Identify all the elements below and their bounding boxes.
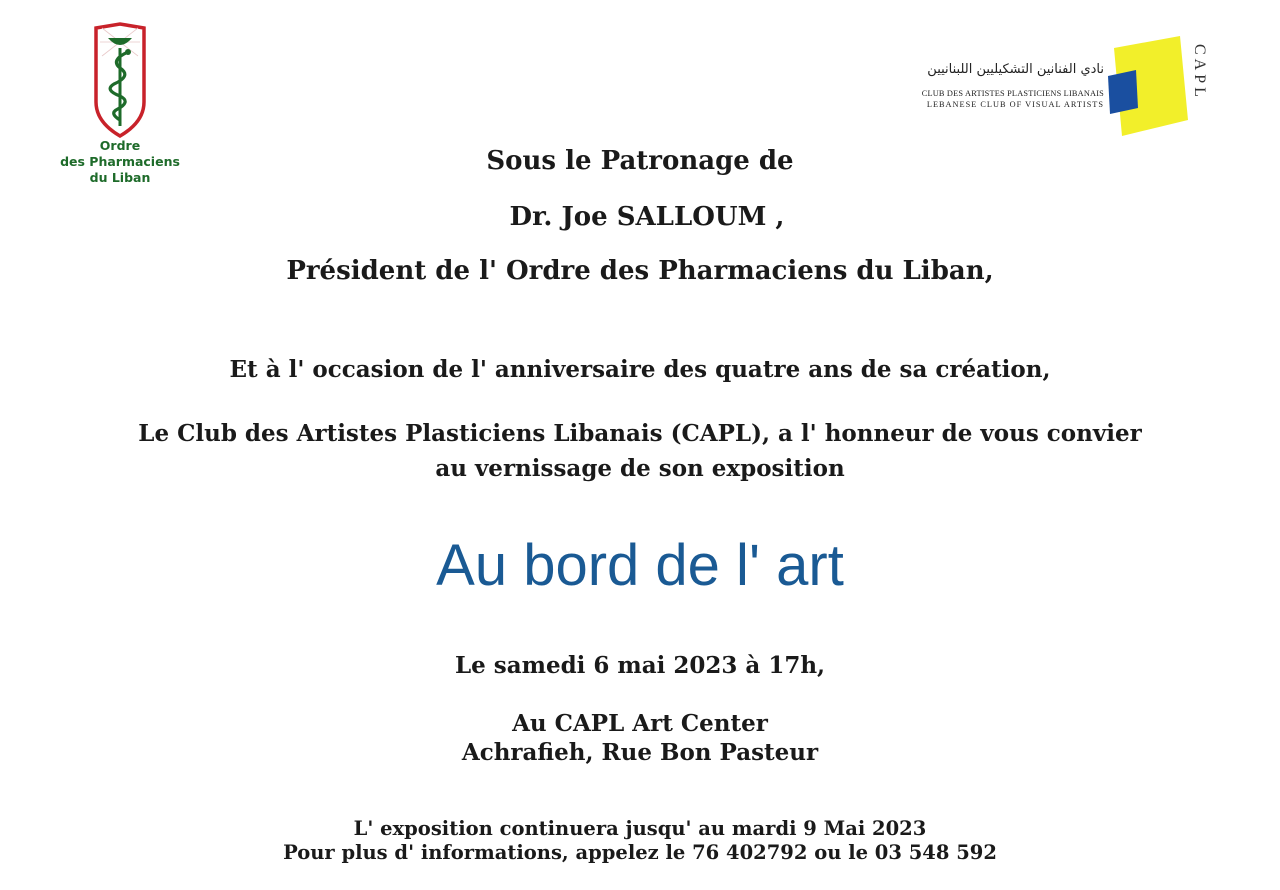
capl-logo [921, 34, 1216, 144]
caduceus-shield-icon [90, 22, 150, 140]
invitation-line-2: au vernissage de son exposition [435, 455, 845, 482]
logo-text-pharmaciens: des Pharmaciens [60, 154, 180, 169]
patronage-heading: Sous le Patronage de [486, 146, 794, 176]
capl-arabic-name: نادي الفنانين التشكيليين اللبنانيين [927, 62, 1104, 77]
footer-contact-info: Pour plus d' informations, appelez le 76 402792 ou le 03 548 592 [283, 841, 997, 864]
occasion-text: Et à l' occasion de l' anniversaire des quatre ans de sa création, [229, 356, 1051, 383]
capl-acronym: CAPL [1191, 44, 1208, 101]
invitation-line-1: Le Club des Artistes Plasticiens Libanais (CAPL), a l' honneur de vous convier [138, 420, 1142, 447]
logo-text-ordre: Ordre [99, 138, 141, 153]
event-date: Le samedi 6 mai 2023 à 17h, [454, 652, 826, 679]
logo-text-liban: du Liban [89, 170, 151, 185]
capl-english-name: LEBANESE CLUB OF VISUAL ARTISTS [926, 100, 1104, 109]
footer-exhibition-end: L' exposition continuera jusqu' au mardi 9 Mai 2023 [353, 817, 927, 840]
capl-french-name: CLUB DES ARTISTES PLASTICIENS LIBANAIS [921, 89, 1104, 98]
exhibition-title: Au bord de l' art [436, 533, 844, 598]
patron-title: Président de l' Ordre des Pharmaciens du Liban, [286, 256, 994, 286]
capl-emblem-icon [1102, 34, 1192, 138]
event-venue: Au CAPL Art Center [512, 710, 768, 737]
event-address: Achrafieh, Rue Bon Pasteur [461, 739, 819, 766]
patron-name: Dr. Joe SALLOUM , [509, 202, 785, 232]
